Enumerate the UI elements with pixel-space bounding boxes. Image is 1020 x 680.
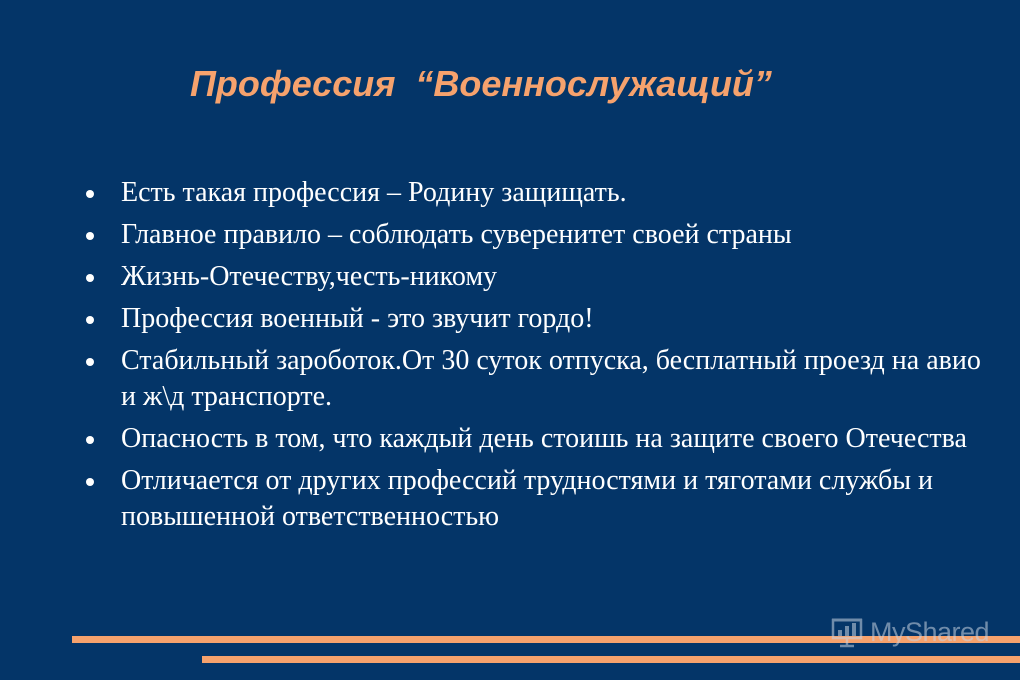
bullet-item <box>86 301 986 337</box>
bullet-item <box>86 259 986 295</box>
watermark-text: MyShared <box>870 616 990 647</box>
bullet-item <box>86 217 986 253</box>
divider-bottom <box>202 656 1020 663</box>
bullet-item <box>86 463 986 535</box>
watermark <box>830 612 989 652</box>
bullet-dot-icon <box>86 274 94 282</box>
bullet-dot-icon <box>86 316 94 324</box>
bullet-dot-icon <box>86 232 94 240</box>
bullet-item <box>86 175 986 211</box>
bullet-dot-icon <box>86 436 94 444</box>
bullet-item <box>86 421 986 457</box>
bullet-text: Стабильный зароботок.От 30 суток отпуска, бесплатный проезд на авио и ж\д транспорте. <box>121 345 981 412</box>
bullet-text: Профессия военный - это звучит гордо! <box>121 303 594 334</box>
bullet-text: Жизнь-Отечеству,честь-никому <box>121 261 498 292</box>
bullet-dot-icon <box>86 190 94 198</box>
bullet-text: Отличается от других профессий трудностями и тяготами службы и повышенной ответственностью <box>121 465 933 532</box>
bullet-text: Главное правило – соблюдать суверенитет своей страны <box>121 219 792 250</box>
bullet-item <box>86 343 986 415</box>
slide-title: Профессия “Военнослужащий” <box>190 63 772 104</box>
bullet-text: Есть такая профессия – Родину защищать. <box>121 177 627 208</box>
presentation-board-icon <box>830 615 864 649</box>
bullet-list <box>86 175 986 541</box>
bullet-text: Опасность в том, что каждый день стоишь на защите своего Отечества <box>121 423 967 454</box>
bullet-dot-icon <box>86 478 94 486</box>
bullet-dot-icon <box>86 358 94 366</box>
